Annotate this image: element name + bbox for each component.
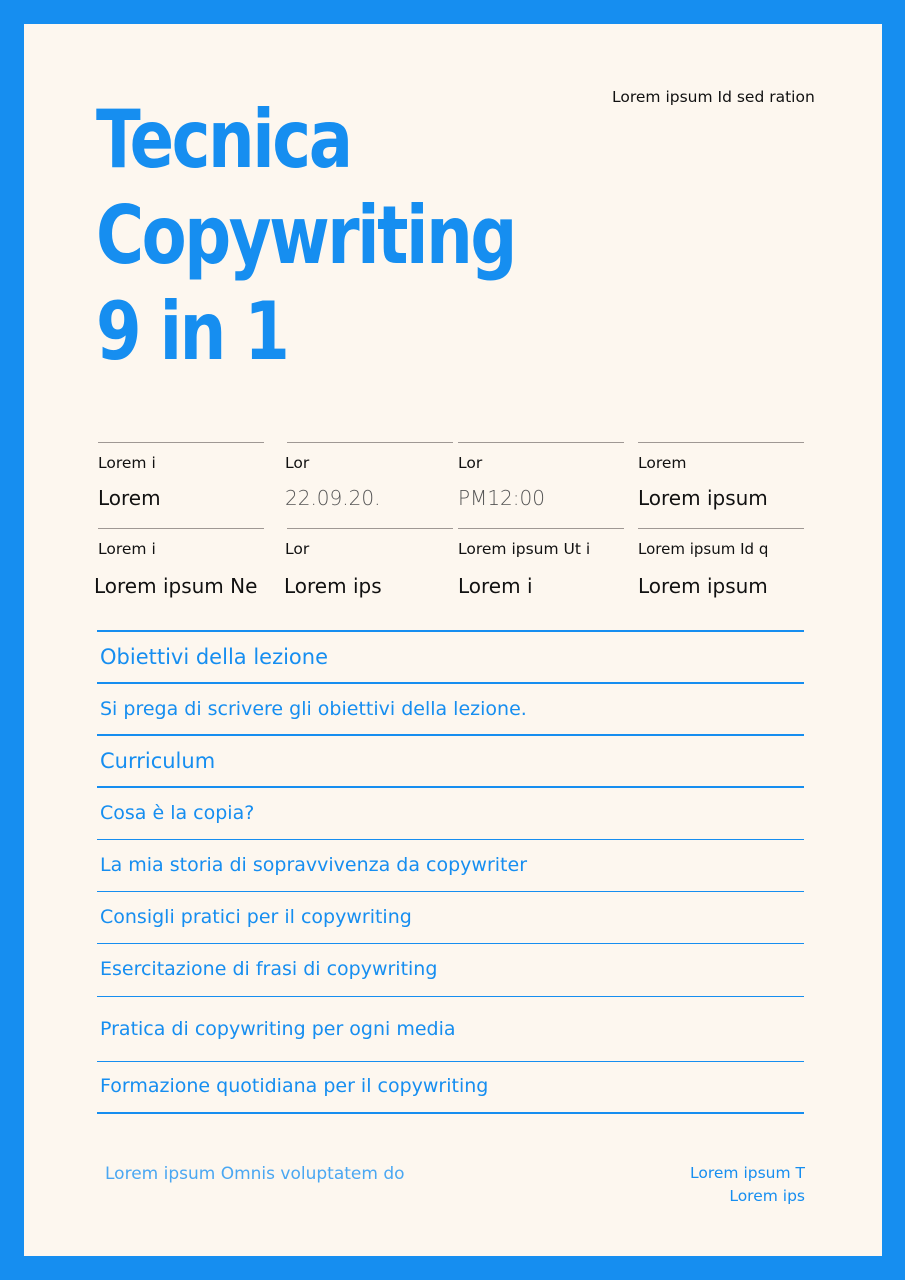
info-label: Lorem i [98, 454, 156, 472]
objectives-text: Si prega di scrivere gli obiettivi della lezione. [100, 698, 527, 720]
footer-contact [690, 1162, 805, 1208]
info-divider [638, 442, 804, 443]
curriculum-heading: Curriculum [100, 749, 216, 773]
section-rule [97, 1112, 804, 1114]
date-value: 22.09.20. [285, 486, 381, 510]
info-label: Lorem ipsum Id q [638, 540, 769, 558]
footer-line: Lorem ips [729, 1187, 805, 1205]
info-label: Lorem [638, 454, 687, 472]
info-label: Lorem i [98, 540, 156, 558]
info-label: Lor [458, 454, 483, 472]
info-divider [638, 528, 804, 529]
info-divider [458, 528, 624, 529]
info-label: Lor [285, 454, 310, 472]
info-divider [287, 528, 453, 529]
header-tagline: Lorem ipsum Id sed ration [612, 88, 815, 106]
item-rule [97, 1061, 804, 1062]
section-rule [97, 682, 804, 684]
curriculum-item: Pratica di copywriting per ogni media [100, 1018, 456, 1040]
info-divider [98, 442, 264, 443]
info-value: Lorem ipsum [638, 574, 768, 598]
item-rule [97, 839, 804, 840]
info-value: Lorem ipsum Ne [94, 574, 258, 598]
info-label: Lorem ipsum Ut i [458, 540, 591, 558]
info-value: Lorem ipsum [638, 486, 768, 510]
info-divider [98, 528, 264, 529]
info-value: Lorem [98, 486, 161, 510]
footer-note: Lorem ipsum Omnis voluptatem do [105, 1164, 405, 1184]
title-line-1: Tecnica [96, 93, 351, 186]
time-value: PM12:00 [458, 486, 545, 510]
info-value: Lorem i [458, 574, 533, 598]
section-rule [97, 734, 804, 736]
document-title [96, 92, 515, 380]
footer-line: Lorem ipsum T [690, 1164, 805, 1182]
curriculum-item: Esercitazione di frasi di copywriting [100, 958, 438, 980]
info-value: Lorem ips [284, 574, 382, 598]
section-rule [97, 786, 804, 788]
curriculum-item: Formazione quotidiana per il copywriting [100, 1075, 489, 1097]
curriculum-item: La mia storia di sopravvivenza da copywriter [100, 854, 527, 876]
item-rule [97, 891, 804, 892]
item-rule [97, 996, 804, 997]
curriculum-item: Consigli pratici per il copywriting [100, 906, 412, 928]
item-rule [97, 943, 804, 944]
section-rule [97, 630, 804, 632]
title-line-3: 9 in 1 [96, 285, 288, 378]
objectives-heading: Obiettivi della lezione [100, 645, 329, 669]
title-line-2: Copywriting [96, 189, 515, 282]
info-label: Lor [285, 540, 310, 558]
curriculum-item: Cosa è la copia? [100, 802, 255, 824]
info-divider [458, 442, 624, 443]
info-divider [287, 442, 453, 443]
